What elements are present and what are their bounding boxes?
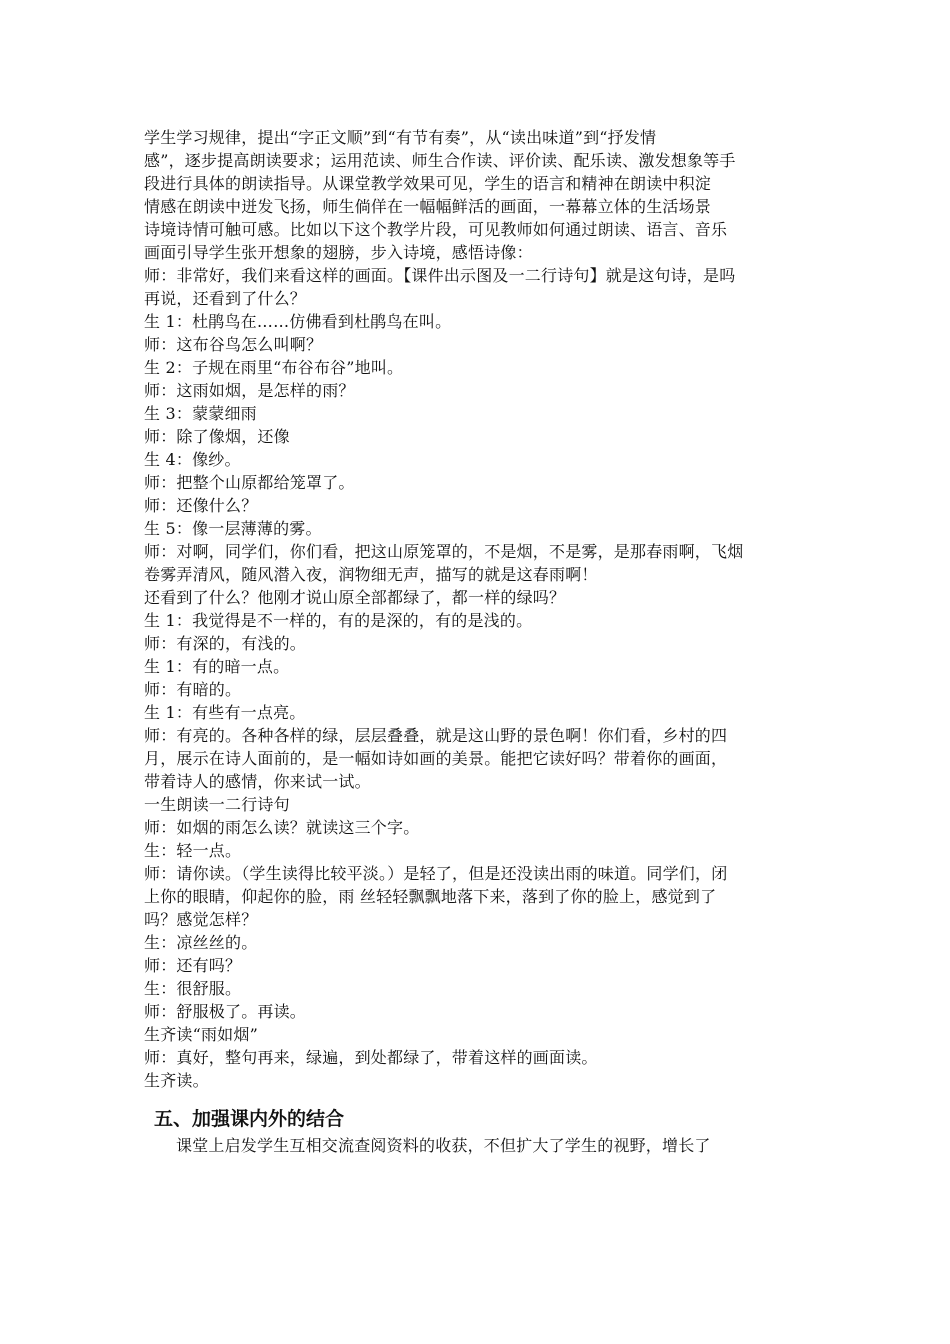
text-line: 吗？感觉怎样？ bbox=[144, 910, 258, 929]
text-line: 生齐读“雨如烟” bbox=[144, 1025, 258, 1044]
text-line: 带着诗人的感情，你来试一试。 bbox=[144, 772, 371, 791]
text-line: 感”，逐步提高朗读要求；运用范读、师生合作读、评价读、配乐读、激发想象等手 bbox=[144, 151, 736, 170]
text-line: 学生学习规律，提出“字正文顺”到“有节有奏”，从“读出味道”到“抒发情 bbox=[144, 128, 657, 147]
text-line: 师：这雨如烟，是怎样的雨？ bbox=[144, 381, 355, 400]
text-line: 师：这布谷鸟怎么叫啊？ bbox=[144, 335, 323, 354]
text-line: 生 5：像一层薄薄的雾。 bbox=[144, 519, 322, 538]
text-line: 师：舒服极了。再读。 bbox=[144, 1002, 307, 1021]
text-line: 师：请你读。（学生读得比较平淡。）是轻了，但是还没读出雨的味道。同学们，闭 bbox=[144, 864, 728, 883]
text-line: 师：还像什么？ bbox=[144, 496, 258, 515]
text-line: 生 3：蒙蒙细雨 bbox=[144, 404, 257, 423]
text-line: 画面引导学生张开想象的翅膀，步入诗境，感悟诗像： bbox=[144, 243, 533, 262]
document-body bbox=[144, 126, 814, 1157]
text-line: 师：有深的，有浅的。 bbox=[144, 634, 307, 653]
text-line: 生 1：我觉得是不一样的，有的是深的，有的是浅的。 bbox=[144, 611, 533, 630]
text-line: 师：如烟的雨怎么读？就读这三个字。 bbox=[144, 818, 420, 837]
text-line: 师：真好，整句再来，绿遍，到处都绿了，带着这样的画面读。 bbox=[144, 1048, 598, 1067]
text-line: 再说，还看到了什么？ bbox=[144, 289, 307, 308]
text-line: 一生朗读一二行诗句 bbox=[144, 795, 290, 814]
dialogue-text bbox=[144, 126, 814, 1092]
text-line: 生 4：像纱。 bbox=[144, 450, 241, 469]
text-line: 诗境诗情可触可感。比如以下这个教学片段，可见教师如何通过朗读、语言、音乐 bbox=[144, 220, 728, 239]
text-line: 还看到了什么？他刚才说山原全部都绿了，都一样的绿吗？ bbox=[144, 588, 566, 607]
paragraph-first-line: 课堂上启发学生互相交流查阅资料的收获，不但扩大了学生的视野，增长了 bbox=[176, 1136, 711, 1155]
text-line: 生 1：有的暗一点。 bbox=[144, 657, 290, 676]
text-line: 生：轻一点。 bbox=[144, 841, 242, 860]
text-line: 师：除了像烟，还像 bbox=[144, 427, 290, 446]
text-line: 情感在朗读中迸发飞扬，师生倘佯在一幅幅鲜活的画面，一幕幕立体的生活场景 bbox=[144, 197, 712, 216]
text-line: 上你的眼睛，仰起你的脸，雨 丝轻轻飘飘地落下来，落到了你的脸上，感觉到了 bbox=[144, 887, 717, 906]
text-line: 生：凉丝丝的。 bbox=[144, 933, 258, 952]
text-line: 月，展示在诗人面前的，是一幅如诗如画的美景。能把它读好吗？带着你的画面， bbox=[144, 749, 728, 768]
text-line: 师：有暗的。 bbox=[144, 680, 242, 699]
text-line: 师：有亮的。各种各样的绿，层层叠叠，就是这山野的景色啊！你们看，乡村的四 bbox=[144, 726, 728, 745]
text-line: 卷雾弄清风，随风潜入夜，润物细无声，描写的就是这春雨啊！ bbox=[144, 565, 598, 584]
text-line: 生齐读。 bbox=[144, 1071, 209, 1090]
text-line: 师：还有吗？ bbox=[144, 956, 242, 975]
text-line: 生 1：有些有一点亮。 bbox=[144, 703, 306, 722]
text-line: 师：把整个山原都给笼罩了。 bbox=[144, 473, 355, 492]
text-line: 生 1：杜鹃鸟在……仿佛看到杜鹃鸟在叫。 bbox=[144, 312, 452, 331]
text-line: 师：非常好，我们来看这样的画面。【课件出示图及一二行诗句】就是这句诗，是吗 bbox=[144, 266, 736, 285]
section-heading: 五、加强课内外的结合 bbox=[154, 1108, 345, 1130]
text-line: 师：对啊，同学们，你们看，把这山原笼罩的，不是烟，不是雾，是那春雨啊，飞烟 bbox=[144, 542, 744, 561]
text-line: 段进行具体的朗读指导。从课堂教学效果可见，学生的语言和精神在朗读中积淀 bbox=[144, 174, 712, 193]
text-line: 生：很舒服。 bbox=[144, 979, 242, 998]
text-line: 生 2：子规在雨里“布谷布谷”地叫。 bbox=[144, 358, 404, 377]
